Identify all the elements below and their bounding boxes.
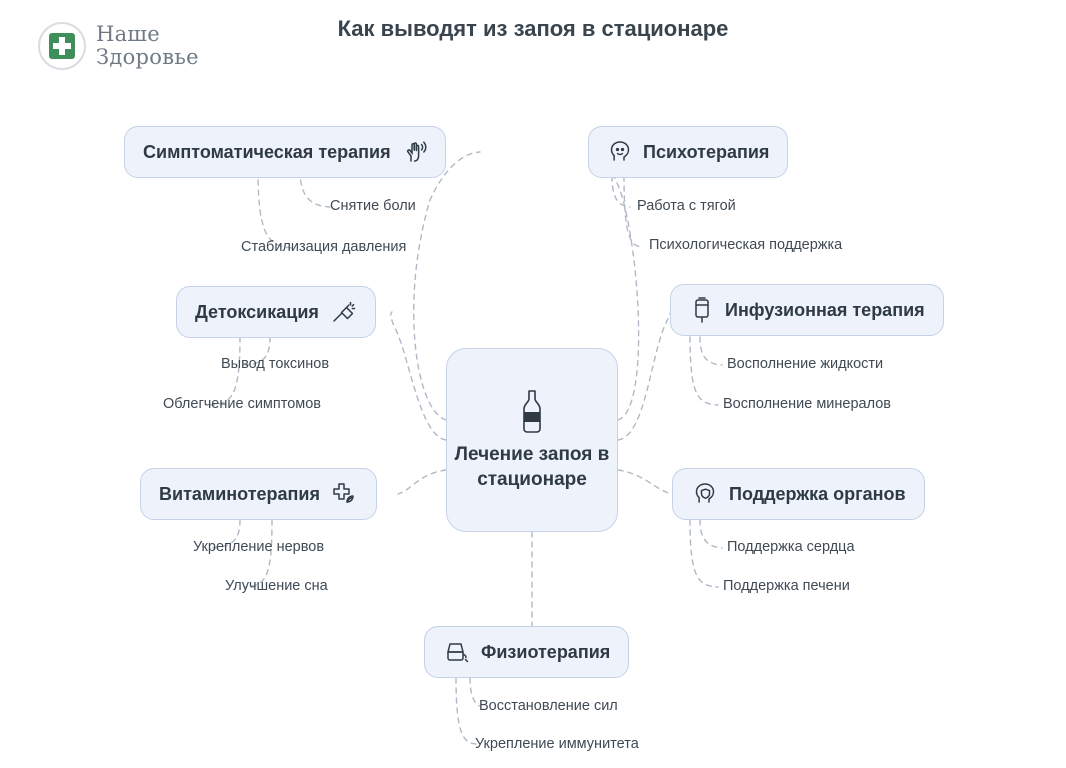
node-organs-label: Поддержка органов xyxy=(729,483,906,504)
medical-cross-icon xyxy=(38,22,86,70)
node-psychotherapy[interactable] xyxy=(588,126,788,178)
node-infusion-label: Инфузионная терапия xyxy=(725,299,925,320)
node-physio[interactable] xyxy=(424,626,629,678)
brand-name-line2: Здоровье xyxy=(96,45,199,69)
sub-infusion-1: Восполнение жидкости xyxy=(727,356,884,372)
node-vitamin[interactable] xyxy=(140,468,377,520)
sub-physio-2: Укрепление иммунитета xyxy=(475,736,639,752)
node-infusion[interactable] xyxy=(670,284,944,336)
head-face-icon xyxy=(607,139,633,165)
broom-clean-icon xyxy=(329,298,357,326)
sub-infusion-2: Восполнение минералов xyxy=(723,396,891,412)
brand-name-line1: Наше xyxy=(96,22,160,46)
sub-organs-1: Поддержка сердца xyxy=(727,539,855,555)
sub-physio-1: Восстановление сил xyxy=(479,698,618,714)
sub-detox-1: Вывод токсинов xyxy=(221,356,330,372)
sub-psychotherapy-1: Работа с тягой xyxy=(637,198,736,214)
brand-name xyxy=(96,23,199,69)
node-symptomatic-label: Симптоматическая терапия xyxy=(143,141,391,162)
sub-psychotherapy-2: Психологическая поддержка xyxy=(649,237,843,253)
bottle-icon xyxy=(519,388,545,434)
node-psychotherapy-label: Психотерапия xyxy=(643,141,770,162)
node-vitamin-label: Витаминотерапия xyxy=(159,483,320,504)
sub-vitamin-1: Укрепление нервов xyxy=(193,539,325,555)
device-icon xyxy=(443,638,471,666)
sub-symptomatic-2: Стабилизация давления xyxy=(241,239,407,255)
center-node-label: Лечение запоя в стационаре xyxy=(454,444,610,490)
center-node xyxy=(446,348,618,532)
iv-drip-icon xyxy=(689,296,715,324)
sub-detox-2: Облегчение симптомов xyxy=(163,396,322,412)
page-title: Как выводят из запоя в стационаре xyxy=(337,16,729,41)
brand-logo xyxy=(38,22,199,70)
head-shield-icon xyxy=(691,481,719,507)
node-symptomatic[interactable] xyxy=(124,126,446,178)
hand-tremor-icon xyxy=(401,139,427,165)
node-organs[interactable] xyxy=(672,468,925,520)
sub-symptomatic-1: Снятие боли xyxy=(330,198,416,214)
sub-vitamin-2: Улучшение сна xyxy=(225,578,328,594)
node-physio-label: Физиотерапия xyxy=(481,641,611,662)
cross-leaf-icon xyxy=(330,480,358,508)
node-detox[interactable] xyxy=(176,286,376,338)
sub-organs-2: Поддержка печени xyxy=(723,578,850,594)
node-detox-label: Детоксикация xyxy=(195,301,319,322)
